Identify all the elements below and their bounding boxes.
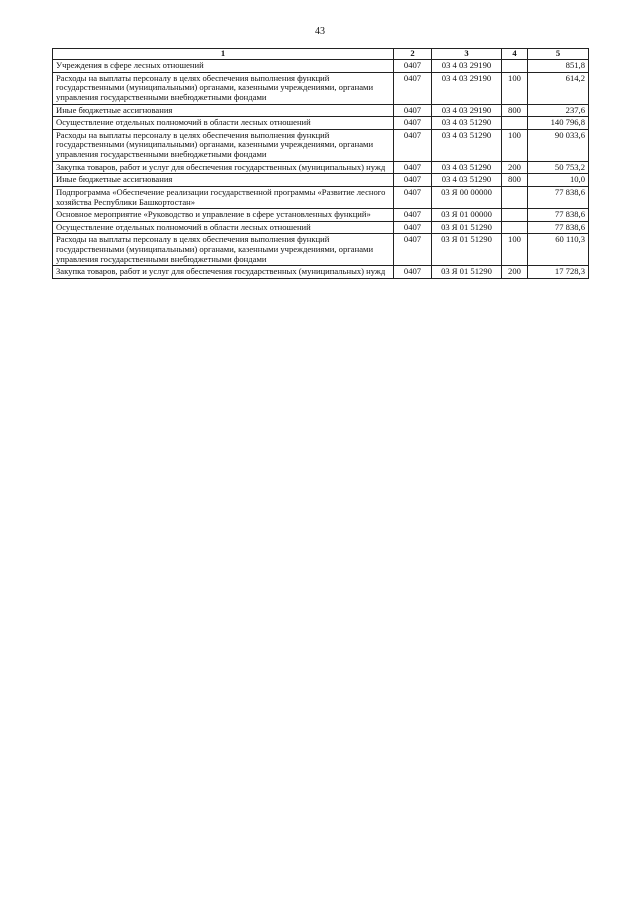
- row-article-cell: 03 4 03 29190: [432, 60, 502, 73]
- row-name-cell: Расходы на выплаты персоналу в целях обеспечения выполнения функций государственными (муниципальными) органами, казенными учреждениями, органами управления государственными внебюджетными фондами: [53, 72, 394, 104]
- row-expense-type-cell: [502, 186, 528, 208]
- budget-table: [52, 48, 589, 279]
- row-expense-type-cell: 800: [502, 104, 528, 117]
- row-name-cell: Осуществление отдельных полномочий в области лесных отношений: [53, 117, 394, 130]
- row-amount-cell: 90 033,6: [528, 129, 589, 161]
- row-expense-type-cell: 100: [502, 129, 528, 161]
- row-amount-cell: 17 728,3: [528, 266, 589, 279]
- table-row: [53, 117, 589, 130]
- row-article-cell: 03 4 03 51290: [432, 129, 502, 161]
- table-row: [53, 161, 589, 174]
- row-expense-type-cell: 100: [502, 234, 528, 266]
- row-amount-cell: 851,8: [528, 60, 589, 73]
- row-article-cell: 03 Я 01 51290: [432, 234, 502, 266]
- row-name-cell: Подпрограмма «Обеспечение реализации государственной программы «Развитие лесного хозяйства Республики Башкортостан»: [53, 186, 394, 208]
- row-amount-cell: 140 796,8: [528, 117, 589, 130]
- row-section-cell: 0407: [394, 186, 432, 208]
- row-name-cell: Закупка товаров, работ и услуг для обеспечения государственных (муниципальных) нужд: [53, 161, 394, 174]
- column-header-4: 4: [502, 49, 528, 60]
- row-section-cell: 0407: [394, 221, 432, 234]
- row-article-cell: 03 4 03 51290: [432, 174, 502, 187]
- row-expense-type-cell: [502, 221, 528, 234]
- row-expense-type-cell: 200: [502, 161, 528, 174]
- row-article-cell: 03 Я 01 00000: [432, 209, 502, 222]
- row-article-cell: 03 Я 01 51290: [432, 266, 502, 279]
- row-article-cell: 03 Я 01 51290: [432, 221, 502, 234]
- table-row: [53, 174, 589, 187]
- row-article-cell: 03 Я 00 00000: [432, 186, 502, 208]
- row-article-cell: 03 4 03 51290: [432, 161, 502, 174]
- row-name-cell: Иные бюджетные ассигнования: [53, 174, 394, 187]
- table-row: [53, 209, 589, 222]
- row-name-cell: Учреждения в сфере лесных отношений: [53, 60, 394, 73]
- row-section-cell: 0407: [394, 60, 432, 73]
- row-name-cell: Осуществление отдельных полномочий в области лесных отношений: [53, 221, 394, 234]
- table-body: [53, 60, 589, 279]
- row-expense-type-cell: [502, 117, 528, 130]
- page-number: 43: [315, 26, 325, 37]
- row-section-cell: 0407: [394, 161, 432, 174]
- row-amount-cell: 60 110,3: [528, 234, 589, 266]
- table-row: [53, 72, 589, 104]
- row-amount-cell: 77 838,6: [528, 186, 589, 208]
- row-name-cell: Закупка товаров, работ и услуг для обеспечения государственных (муниципальных) нужд: [53, 266, 394, 279]
- row-amount-cell: 10,0: [528, 174, 589, 187]
- row-article-cell: 03 4 03 29190: [432, 104, 502, 117]
- row-amount-cell: 50 753,2: [528, 161, 589, 174]
- row-section-cell: 0407: [394, 174, 432, 187]
- row-section-cell: 0407: [394, 266, 432, 279]
- row-section-cell: 0407: [394, 129, 432, 161]
- row-article-cell: 03 4 03 29190: [432, 72, 502, 104]
- row-amount-cell: 614,2: [528, 72, 589, 104]
- table-row: [53, 104, 589, 117]
- row-section-cell: 0407: [394, 234, 432, 266]
- column-header-5: 5: [528, 49, 589, 60]
- row-name-cell: Расходы на выплаты персоналу в целях обеспечения выполнения функций государственными (муниципальными) органами, казенными учреждениями, органами управления государственными внебюджетными фондами: [53, 129, 394, 161]
- table-row: [53, 60, 589, 73]
- row-expense-type-cell: 100: [502, 72, 528, 104]
- row-expense-type-cell: [502, 209, 528, 222]
- row-article-cell: 03 4 03 51290: [432, 117, 502, 130]
- table-row: [53, 129, 589, 161]
- row-expense-type-cell: 800: [502, 174, 528, 187]
- column-header-2: 2: [394, 49, 432, 60]
- row-section-cell: 0407: [394, 117, 432, 130]
- table-row: [53, 234, 589, 266]
- table-row: [53, 186, 589, 208]
- row-section-cell: 0407: [394, 72, 432, 104]
- table-row: [53, 266, 589, 279]
- column-header-3: 3: [432, 49, 502, 60]
- row-name-cell: Расходы на выплаты персоналу в целях обеспечения выполнения функций государственными (муниципальными) органами, казенными учреждениями, органами управления государственными внебюджетными фондами: [53, 234, 394, 266]
- row-section-cell: 0407: [394, 104, 432, 117]
- row-amount-cell: 237,6: [528, 104, 589, 117]
- row-expense-type-cell: [502, 60, 528, 73]
- row-amount-cell: 77 838,6: [528, 209, 589, 222]
- row-name-cell: Иные бюджетные ассигнования: [53, 104, 394, 117]
- table-header-row: [53, 49, 589, 60]
- row-name-cell: Основное мероприятие «Руководство и управление в сфере установленных функций»: [53, 209, 394, 222]
- row-expense-type-cell: 200: [502, 266, 528, 279]
- row-amount-cell: 77 838,6: [528, 221, 589, 234]
- column-header-1: 1: [53, 49, 394, 60]
- table-row: [53, 221, 589, 234]
- row-section-cell: 0407: [394, 209, 432, 222]
